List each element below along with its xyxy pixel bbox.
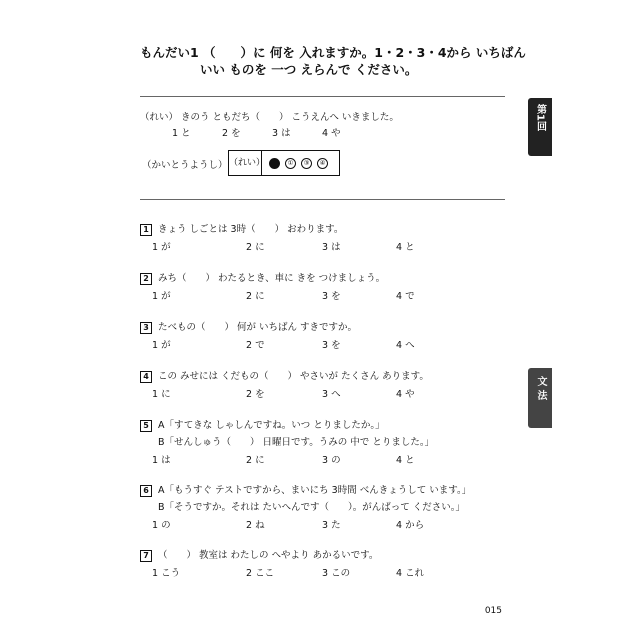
example-option-3: 3 は — [272, 128, 291, 139]
question-2-option-1: 1 が — [152, 291, 171, 302]
question-1-option-1: 1 が — [152, 242, 171, 253]
question-text: （ ） 教室は わたしの へやより あかるいです。 — [158, 550, 379, 561]
question-4-option-3: 3 へ — [322, 389, 341, 400]
question-4-line — [140, 368, 429, 383]
question-2-line — [140, 270, 385, 285]
tab-round-label: 第1回 — [534, 104, 546, 131]
question-text: A「もうすぐ テストですから、まいにち 3時間 べんきょうして います。」 — [158, 485, 472, 496]
question-2-option-2: 2 に — [246, 291, 265, 302]
question-1-line — [140, 221, 343, 236]
question-3-option-4: 4 へ — [396, 340, 415, 351]
question-6-option-1: 1 の — [152, 520, 171, 531]
answer-sheet-box — [228, 150, 340, 176]
divider-middle — [140, 199, 505, 200]
question-number: 5 — [140, 420, 152, 432]
question-text: きょう しごとは 3時（ ） おわります。 — [158, 224, 344, 235]
question-6-line — [140, 482, 471, 497]
question-1-option-3: 3 は — [322, 242, 341, 253]
question-2-option-4: 4 で — [396, 291, 415, 302]
question-3-option-1: 1 が — [152, 340, 171, 351]
instruction-line-2: いい ものを 一つ えらんで ください。 — [200, 62, 418, 77]
question-1-option-2: 2 に — [246, 242, 265, 253]
question-5-line — [140, 434, 434, 448]
question-5-option-2: 2 に — [246, 455, 265, 466]
question-7-option-2: 2 ここ — [246, 568, 275, 579]
example-option-4: 4 や — [322, 128, 341, 139]
question-6-option-4: 4 から — [396, 520, 425, 531]
answer-bubble-filled — [269, 158, 280, 169]
example-sentence: （れい） きのう ともだち（ ） こうえんへ いきました。 — [140, 112, 399, 123]
page-number: 015 — [484, 606, 502, 616]
question-number: 6 — [140, 485, 152, 497]
question-number: 1 — [140, 224, 152, 236]
question-5-option-1: 1 は — [152, 455, 171, 466]
question-text: みち（ ） わたるとき、車に きを つけましょう。 — [158, 273, 386, 284]
question-number: 7 — [140, 550, 152, 562]
answer-bubble-3: ③ — [301, 158, 312, 169]
question-7-option-3: 3 この — [322, 568, 351, 579]
question-5-line — [140, 417, 385, 432]
question-number: 2 — [140, 273, 152, 285]
question-3-option-3: 3 を — [322, 340, 341, 351]
example-option-2: 2 を — [222, 128, 241, 139]
answer-bubble-4: ④ — [317, 158, 328, 169]
question-text: この みせには くだもの（ ） やさいが たくさん あります。 — [158, 371, 429, 382]
question-4-option-1: 1 に — [152, 389, 171, 400]
question-number: 3 — [140, 322, 152, 334]
question-7-option-1: 1 こう — [152, 568, 181, 579]
tab-section-label: 文法 — [535, 376, 546, 404]
question-3-line — [140, 319, 357, 334]
question-7-line — [140, 547, 378, 562]
question-1-option-4: 4 と — [396, 242, 415, 253]
question-5-option-3: 3 の — [322, 455, 341, 466]
question-6-option-2: 2 ね — [246, 520, 265, 531]
question-4-option-4: 4 や — [396, 389, 415, 400]
question-7-option-4: 4 これ — [396, 568, 425, 579]
answer-bubble-1: ① — [285, 158, 296, 169]
question-text: B「せんしゅう（ ） 日曜日です。うみの 中で とりました。」 — [158, 437, 435, 448]
question-number: 4 — [140, 371, 152, 383]
answer-sheet-label: （かいとうようし） — [142, 160, 228, 171]
question-text: たべもの（ ） 何が いちばん すきですか。 — [158, 322, 358, 333]
question-6-line — [140, 499, 465, 513]
question-6-option-3: 3 た — [322, 520, 341, 531]
instruction-line-1: もんだい1 （ ）に 何を 入れますか。1・2・3・4から いちばん — [140, 45, 526, 60]
question-4-option-2: 2 を — [246, 389, 265, 400]
question-5-option-4: 4 と — [396, 455, 415, 466]
question-2-option-3: 3 を — [322, 291, 341, 302]
example-option-1: 1 と — [172, 128, 191, 139]
tab-round — [528, 98, 552, 156]
divider-top — [140, 96, 505, 97]
question-text: A「すてきな しゃしんですね。いつ とりましたか。」 — [158, 420, 385, 431]
tab-section — [528, 368, 552, 428]
question-text: B「そうですか。それは たいへんです（ ）。がんばって ください。」 — [158, 502, 466, 513]
question-3-option-2: 2 で — [246, 340, 265, 351]
answer-box-label: （れい） — [229, 151, 262, 175]
